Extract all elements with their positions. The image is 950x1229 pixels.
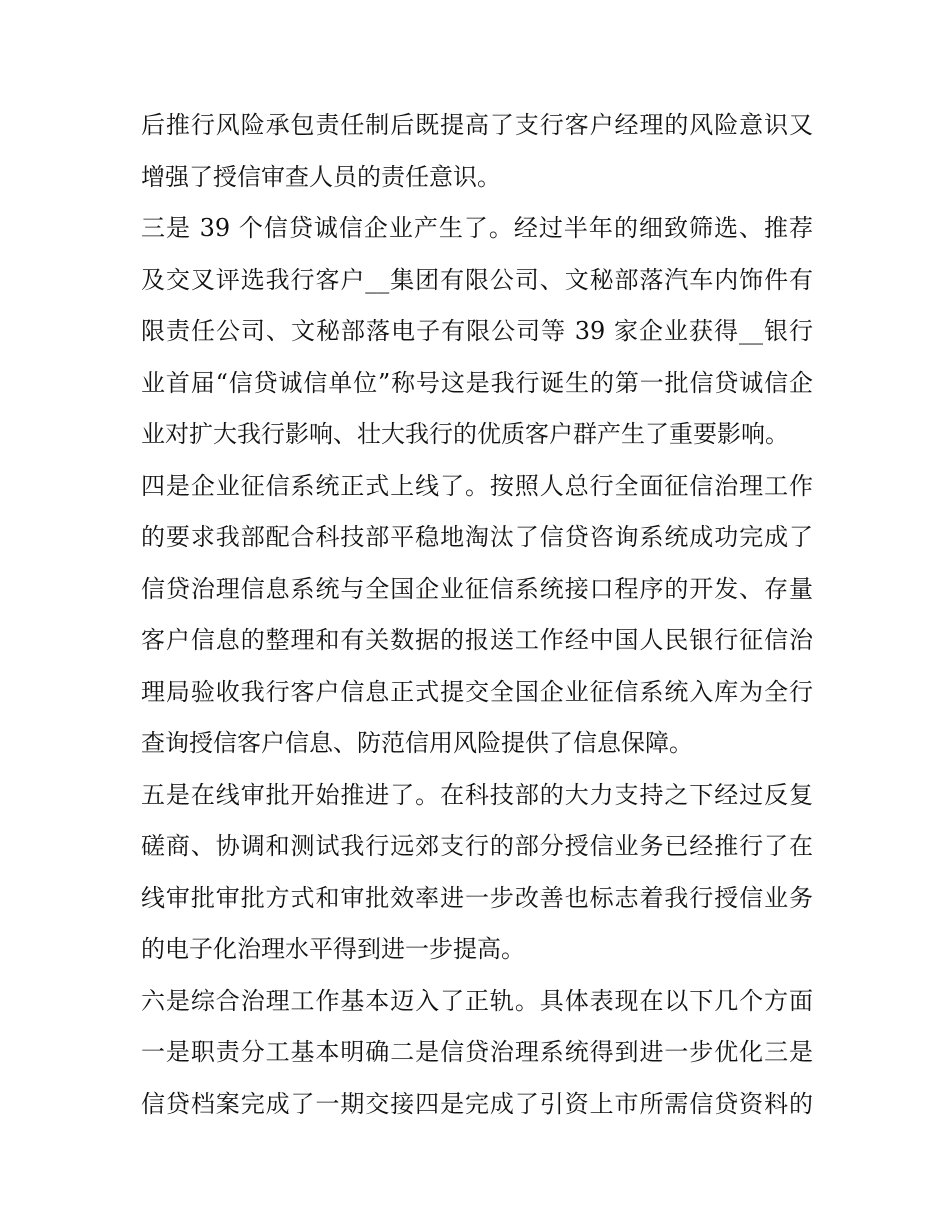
text-line: 磋商、协调和测试我行远郊支行的部分授信业务已经推行了在 <box>141 832 813 860</box>
text-line: 信贷治理信息系统与全国企业征信系统接口程序的开发、存量 <box>141 574 813 603</box>
text-line: 业对扩大我行影响、壮大我行的优质客户群产生了重要影响。 <box>141 420 789 448</box>
text-line: 客户信息的整理和有关数据的报送工作经中国人民银行征信治 <box>141 626 813 654</box>
text-line: 限责任公司、文秘部落电子有限公司等 39 家企业获得__银行 <box>141 317 813 345</box>
body-text <box>141 100 813 1130</box>
text-line: 理局验收我行客户信息正式提交全国企业征信系统入库为全行 <box>141 677 813 706</box>
text-line: 六是综合治理工作基本迈入了正轨。具体表现在以下几个方面 <box>141 986 813 1015</box>
text-line: 五是在线审批开始推进了。在科技部的大力支持之下经过反复 <box>141 780 813 809</box>
text-line: 的要求我部配合科技部平稳地淘汰了信贷咨询系统成功完成了 <box>141 523 813 551</box>
text-line: 及交叉评选我行客户__集团有限公司、文秘部落汽车内饰件有 <box>141 265 813 294</box>
text-line: 的电子化治理水平得到进一步提高。 <box>141 935 525 963</box>
text-line: 线审批审批方式和审批效率进一步改善也标志着我行授信业务 <box>141 883 813 912</box>
text-line: 业首届“信贷诚信单位”称号这是我行诞生的第一批信贷诚信企 <box>141 368 813 397</box>
text-line: 查询授信客户信息、防范信用风险提供了信息保障。 <box>141 729 693 757</box>
text-line: 信贷档案完成了一期交接四是完成了引资上市所需信贷资料的 <box>141 1089 813 1118</box>
text-line: 增强了授信审查人员的责任意识。 <box>141 162 501 191</box>
text-line: 四是企业征信系统正式上线了。按照人总行全面征信治理工作 <box>141 471 813 500</box>
text-line: 一是职责分工基本明确二是信贷治理系统得到进一步优化三是 <box>141 1038 813 1066</box>
text-line: 三是 39 个信贷诚信企业产生了。经过半年的细致筛选、推荐 <box>141 214 813 242</box>
text-line: 后推行风险承包责任制后既提高了支行客户经理的风险意识又 <box>141 111 813 139</box>
